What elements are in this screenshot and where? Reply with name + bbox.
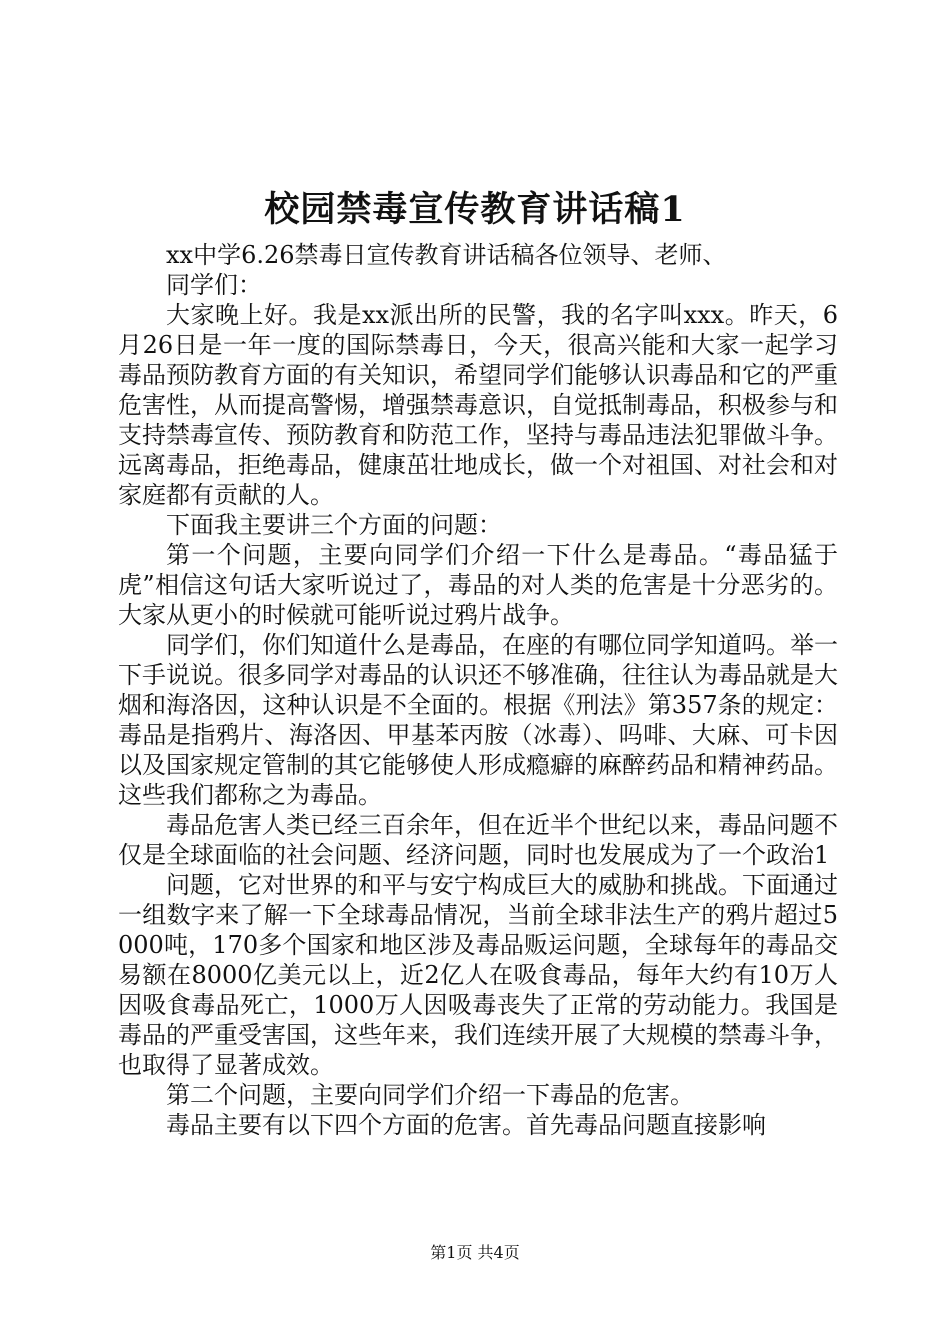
paragraph-introduction: 大家晚上好。我是xx派出所的民警，我的名字叫xxx。昨天，6月26日是一年一度的国际禁毒日，今天，很高兴能和大家一起学习毒品预防教育方面的有关知识，希望同学们能够认识毒品和它的严重危害性，从而提高警惕，增强禁毒意识，自觉抵制毒品，积极参与和支持禁毒宣传、预防教育和防范工作，坚持与毒品违法犯罪做斗争。远离毒品，拒绝毒品，健康茁壮地成长，做一个对祖国、对社会和对家庭都有贡献的人。 <box>118 301 838 509</box>
paragraph-outline: 下面我主要讲三个方面的问题： <box>166 511 502 539</box>
paragraph-second-issue: 第二个问题，主要向同学们介绍一下毒品的危害。 <box>166 1081 694 1109</box>
paragraph-global-statistics: 问题，它对世界的和平与安宁构成巨大的威胁和挑战。下面通过一组数字来了解一下全球毒品情况，当前全球非法生产的鸦片超过5000吨，170多个国家和地区涉及毒品贩运问题，全球每年的毒品交易额在8000亿美元以上，近2亿人在吸食毒品，每年大约有10万人因吸食毒品死亡，1000万人因吸毒丧失了正常的劳动能力。我国是毒品的严重受害国，这些年来，我们连续开展了大规模的禁毒斗争，也取得了显著成效。 <box>118 871 838 1079</box>
paragraph-harms: 毒品主要有以下四个方面的危害。首先毒品问题直接影响 <box>166 1111 766 1139</box>
page-number-footer: 第1页 共4页 <box>430 1243 520 1262</box>
paragraph-first-issue: 第一个问题，主要向同学们介绍一下什么是毒品。“毒品猛于虎”相信这句话大家听说过了，毒品的对人类的危害是十分恶劣的。大家从更小的时候就可能听说过鸦片战争。 <box>118 541 838 629</box>
paragraph-drug-definition: 同学们，你们知道什么是毒品，在座的有哪位同学知道吗。举一下手说说。很多同学对毒品的认识还不够准确，往往认为毒品就是大烟和海洛因，这种认识是不全面的。根据《刑法》第357条的规定：毒品是指鸦片、海洛因、甲基苯丙胺（冰毒）、吗啡、大麻、可卡因以及国家规定管制的其它能够使人形成瘾癖的麻醉药品和精神药品。这些我们都称之为毒品。 <box>118 631 838 809</box>
paragraph-greeting: xx中学6.26禁毒日宣传教育讲话稿各位领导、老师、 <box>166 241 727 269</box>
paragraph-history: 毒品危害人类已经三百余年，但在近半个世纪以来，毒品问题不仅是全球面临的社会问题、经济问题，同时也发展成为了一个政治1 <box>118 811 838 869</box>
document-body <box>118 240 838 1140</box>
document-title: 校园禁毒宣传教育讲话稿1 <box>264 189 686 230</box>
paragraph-addressee: 同学们： <box>166 271 262 299</box>
